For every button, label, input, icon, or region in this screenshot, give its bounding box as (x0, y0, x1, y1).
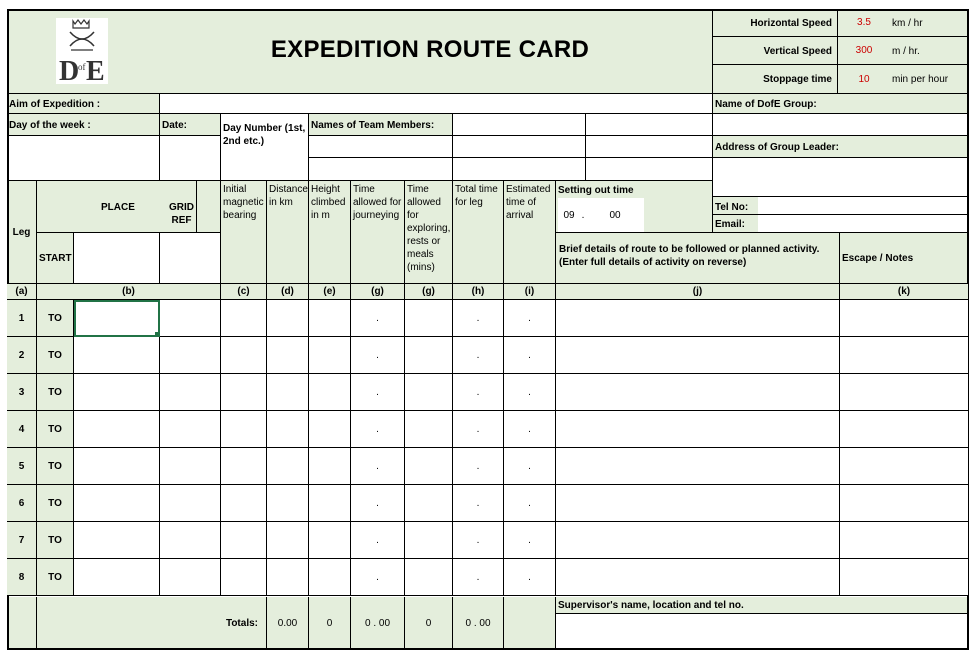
group-name-label: Name of DofE Group: (713, 94, 969, 114)
bearing-input[interactable] (221, 411, 267, 448)
column-code: (b) (37, 284, 221, 300)
time-exploring-input[interactable] (405, 374, 453, 411)
time-journeying-cell[interactable]: . (351, 300, 405, 337)
place-input[interactable] (74, 485, 160, 522)
team-members-label: Names of Team Members: (309, 114, 453, 136)
place-input[interactable] (74, 374, 160, 411)
time-journeying-cell[interactable]: . (351, 522, 405, 559)
total-time-header: Total time for leg (453, 181, 504, 284)
aim-input[interactable] (160, 94, 713, 114)
to-label: TO (37, 300, 74, 337)
route-details-header: Brief details of route to be followed or planned activity. (Enter full details of activity on reverse) (556, 233, 840, 284)
totals-label: Totals: (37, 597, 267, 650)
column-code: (a) (7, 284, 37, 300)
horizontal-speed-value[interactable]: 3.5 (838, 9, 890, 37)
vertical-speed-value[interactable]: 300 (838, 37, 890, 65)
team-member-input[interactable] (309, 158, 453, 181)
supervisor-input[interactable] (556, 614, 969, 650)
place-header (37, 181, 197, 233)
bearing-input[interactable] (221, 374, 267, 411)
column-code: (g) (405, 284, 453, 300)
escape-notes-input[interactable] (840, 485, 969, 522)
eta-cell: . (504, 411, 556, 448)
total-height: 0 (309, 597, 351, 650)
leg-number: 7 (7, 522, 37, 559)
to-label: TO (37, 485, 74, 522)
place-input[interactable] (74, 300, 160, 337)
place-input[interactable] (74, 522, 160, 559)
group-name-input[interactable] (713, 114, 969, 136)
eta-cell: . (504, 485, 556, 522)
day-of-week-input[interactable] (7, 136, 160, 181)
team-member-input[interactable] (453, 158, 586, 181)
eta-cell: . (504, 559, 556, 596)
route-details-input[interactable] (556, 448, 840, 485)
leg-number: 6 (7, 485, 37, 522)
svg-text:D: D (59, 56, 80, 84)
setting-out-separator: . (580, 198, 586, 232)
total-time-exploring: 0 (405, 597, 453, 650)
distance-input[interactable] (267, 485, 309, 522)
leg-header: Leg (7, 181, 37, 284)
to-label: TO (37, 559, 74, 596)
total-time-cell: . (453, 448, 504, 485)
total-time-cell: . (453, 559, 504, 596)
team-member-input[interactable] (453, 136, 586, 158)
grid-ref-input[interactable] (160, 300, 221, 337)
total-time-cell: . (453, 374, 504, 411)
distance-input[interactable] (267, 522, 309, 559)
time-journeying-cell[interactable]: . (351, 337, 405, 374)
grid-ref-header-label: GRID REF (169, 202, 194, 226)
setting-out-label: Setting out time (556, 181, 713, 197)
stoppage-time-value[interactable]: 10 (838, 65, 890, 94)
to-label: TO (37, 411, 74, 448)
time-journeying-cell[interactable]: . (351, 448, 405, 485)
totals-leg-cell (7, 597, 37, 650)
escape-notes-input[interactable] (840, 374, 969, 411)
leg-number: 5 (7, 448, 37, 485)
place-input[interactable] (74, 337, 160, 374)
total-time-cell: . (453, 485, 504, 522)
column-code: (e) (309, 284, 351, 300)
aim-label: Aim of Expedition : (7, 94, 160, 114)
eta-header: Estimated time of arrival (504, 181, 556, 284)
column-code: (j) (556, 284, 840, 300)
place-header-label: PLACE (101, 202, 135, 213)
stoppage-time-unit: min per hour (890, 65, 969, 94)
group-leader-address-input[interactable] (713, 158, 969, 197)
time-exploring-input[interactable] (405, 522, 453, 559)
day-of-week-label: Day of the week : (7, 114, 160, 136)
grid-ref-header-cell (197, 181, 221, 233)
team-member-input[interactable] (586, 136, 713, 158)
totals-eta-cell (504, 597, 556, 650)
to-label: TO (37, 448, 74, 485)
time-journeying-cell[interactable]: . (351, 374, 405, 411)
height-header: Height climbed in m (309, 181, 351, 284)
distance-input[interactable] (267, 300, 309, 337)
height-input[interactable] (309, 300, 351, 337)
horizontal-speed-label: Horizontal Speed (713, 9, 838, 37)
height-input[interactable] (309, 374, 351, 411)
bearing-input[interactable] (221, 485, 267, 522)
grid-ref-input[interactable] (160, 374, 221, 411)
column-code: (g) (351, 284, 405, 300)
height-input[interactable] (309, 448, 351, 485)
total-time-cell: . (453, 522, 504, 559)
leg-number: 8 (7, 559, 37, 596)
supervisor-label: Supervisor's name, location and tel no. (556, 597, 969, 614)
team-member-input[interactable] (453, 114, 586, 136)
grid-ref-input[interactable] (160, 522, 221, 559)
height-input[interactable] (309, 522, 351, 559)
distance-input[interactable] (267, 374, 309, 411)
route-details-input[interactable] (556, 337, 840, 374)
vertical-speed-unit: m / hr. (890, 37, 969, 65)
setting-out-hour[interactable]: 09 (558, 198, 580, 232)
total-time-cell: . (453, 337, 504, 374)
eta-cell: . (504, 448, 556, 485)
distance-input[interactable] (267, 337, 309, 374)
route-details-input[interactable] (556, 411, 840, 448)
height-input[interactable] (309, 411, 351, 448)
route-details-input[interactable] (556, 300, 840, 337)
svg-text:of: of (78, 62, 86, 72)
svg-text:E: E (86, 56, 105, 84)
team-member-input[interactable] (586, 114, 713, 136)
column-code: (d) (267, 284, 309, 300)
time-exploring-input[interactable] (405, 485, 453, 522)
height-input[interactable] (309, 559, 351, 596)
bearing-input[interactable] (221, 522, 267, 559)
time-exploring-header: Time allowed for exploring, rests or meals (mins) (405, 181, 453, 284)
start-place-input[interactable] (74, 233, 160, 284)
to-label: TO (37, 522, 74, 559)
time-exploring-input[interactable] (405, 337, 453, 374)
place-input[interactable] (74, 559, 160, 596)
dofe-logo (56, 18, 108, 84)
crown-crest-icon (56, 18, 108, 84)
team-member-input[interactable] (586, 158, 713, 181)
total-time-cell: . (453, 411, 504, 448)
team-member-input[interactable] (309, 136, 453, 158)
date-label: Date: (160, 114, 221, 136)
total-time-journeying: 0 . 00 (351, 597, 405, 650)
distance-input[interactable] (267, 448, 309, 485)
leg-number: 3 (7, 374, 37, 411)
distance-input[interactable] (267, 559, 309, 596)
eta-cell: . (504, 300, 556, 337)
tel-label: Tel No: (713, 197, 758, 215)
escape-notes-input[interactable] (840, 411, 969, 448)
route-details-input[interactable] (556, 374, 840, 411)
route-details-input[interactable] (556, 559, 840, 596)
column-code: (i) (504, 284, 556, 300)
tel-input[interactable] (758, 197, 969, 215)
time-journeying-cell[interactable]: . (351, 485, 405, 522)
date-input[interactable] (160, 136, 221, 181)
time-journeying-cell[interactable]: . (351, 411, 405, 448)
bearing-input[interactable] (221, 448, 267, 485)
place-input[interactable] (74, 411, 160, 448)
group-leader-address-label: Address of Group Leader: (713, 136, 969, 158)
time-exploring-input[interactable] (405, 448, 453, 485)
bearing-input[interactable] (221, 300, 267, 337)
time-exploring-input[interactable] (405, 300, 453, 337)
start-label: START (37, 233, 74, 284)
distance-input[interactable] (267, 411, 309, 448)
total-time-cell: . (453, 300, 504, 337)
escape-notes-input[interactable] (840, 448, 969, 485)
distance-header: Distance in km (267, 181, 309, 284)
escape-notes-input[interactable] (840, 522, 969, 559)
route-details-input[interactable] (556, 522, 840, 559)
day-number-label: Day Number (1st, 2nd etc.) (221, 114, 309, 181)
column-code: (c) (221, 284, 267, 300)
height-input[interactable] (309, 337, 351, 374)
to-label: TO (37, 374, 74, 411)
page-title: EXPEDITION ROUTE CARD (270, 36, 590, 63)
height-input[interactable] (309, 485, 351, 522)
grid-ref-input[interactable] (160, 448, 221, 485)
start-grid-ref-input[interactable] (160, 233, 221, 284)
horizontal-speed-unit: km / hr (890, 9, 969, 37)
escape-notes-input[interactable] (840, 300, 969, 337)
leg-number: 1 (7, 300, 37, 337)
to-label: TO (37, 337, 74, 374)
leg-number: 4 (7, 411, 37, 448)
time-journeying-cell[interactable]: . (351, 559, 405, 596)
grid-ref-input[interactable] (160, 411, 221, 448)
column-code: (h) (453, 284, 504, 300)
stoppage-time-label: Stoppage time (713, 65, 838, 94)
total-distance: 0.00 (267, 597, 309, 650)
total-time-leg: 0 . 00 (453, 597, 504, 650)
time-exploring-input[interactable] (405, 559, 453, 596)
eta-cell: . (504, 522, 556, 559)
grid-ref-input[interactable] (160, 485, 221, 522)
bearing-input[interactable] (221, 337, 267, 374)
time-journeying-header: Time allowed for journeying (351, 181, 405, 284)
bearing-input[interactable] (221, 559, 267, 596)
eta-cell: . (504, 337, 556, 374)
grid-ref-input[interactable] (160, 559, 221, 596)
time-exploring-input[interactable] (405, 411, 453, 448)
vertical-speed-label: Vertical Speed (713, 37, 838, 65)
initial-bearing-header: Initial magnetic bearing (221, 181, 267, 284)
escape-notes-header: Escape / Notes (840, 233, 969, 284)
column-code: (k) (840, 284, 969, 300)
escape-notes-input[interactable] (840, 559, 969, 596)
place-input[interactable] (74, 448, 160, 485)
route-details-input[interactable] (556, 485, 840, 522)
setting-out-minutes[interactable]: 00 (586, 198, 644, 232)
escape-notes-input[interactable] (840, 337, 969, 374)
grid-ref-input[interactable] (160, 337, 221, 374)
email-input[interactable] (758, 215, 969, 233)
leg-number: 2 (7, 337, 37, 374)
eta-cell: . (504, 374, 556, 411)
email-label: Email: (713, 215, 758, 233)
